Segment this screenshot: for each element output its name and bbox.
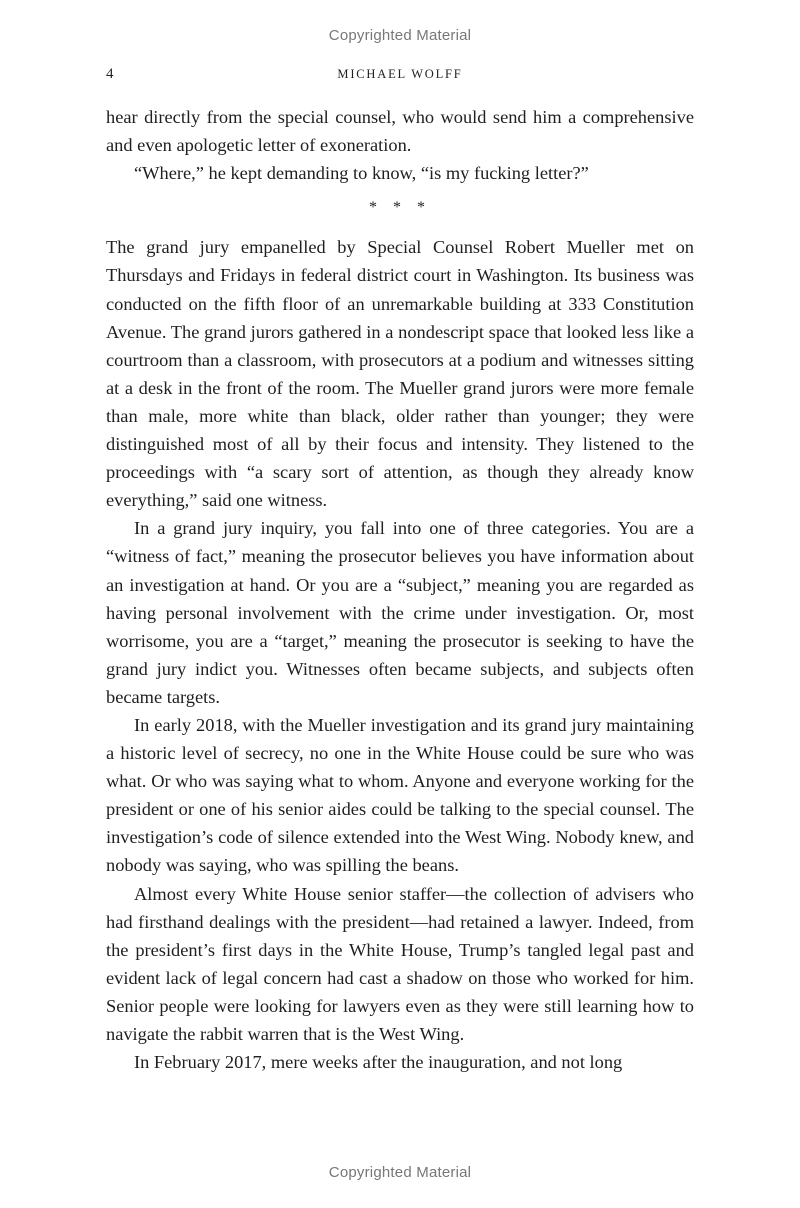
paragraph-quote: “Where,” he kept demanding to know, “is my fucking letter?” — [134, 163, 589, 184]
watermark-bottom: Copyrighted Material — [328, 1164, 472, 1181]
watermark-top: Copyrighted Material — [328, 27, 472, 44]
section-break: * * * — [369, 199, 431, 217]
running-head-author: MICHAEL WOLFF — [337, 67, 463, 81]
paragraph-grand-jury: The grand jury empanelled by Special Counsel Robert Mueller met on Thursdays and Fridays in federal district court in Washington. Its business was conducted on the fifth floor of an unremarkable building at 333 Constitution Avenue. The grand jurors gathered in a nondescript space that looked less like a courtroom than a classroom, with prosecutors at a podium and witnesses sitting at a desk in the front of the room. The Mueller grand jurors were more female than male, more white than black, older rather than younger; they were distinguished most of all by their focus and intensity. They listened to the proceedings with “a scary sort of attention, as though they already know everything,” said one witness. — [106, 237, 694, 511]
paragraph-categories: In a grand jury inquiry, you fall into one of three categories. You are a “witness of fact,” meaning the prosecutor believes you have information about an investigation at hand. Or you are a “subject,” meaning you are regarded as having personal involvement with the crime under investigation. Or, most worrisome, you are a “target,” meaning the prosecutor is seeking to have the grand jury indict you. Witnesses often became subjects, and subjects often became targets. — [106, 518, 694, 707]
paragraph-senior-staffers: Almost every White House senior staffer—the collection of advisers who had firsthand dealings with the president—had retained a lawyer. Indeed, from the president’s first days in the White House, Trump’s tangled legal past and evident lack of legal concern had cast a shadow on those who worked for him. Senior people were looking for lawyers even as they were still learning how to navigate the rabbit warren that is the West Wing. — [106, 883, 694, 1044]
running-head — [106, 64, 694, 84]
page-body — [106, 103, 694, 1076]
paragraph-continued: hear directly from the special counsel, who would send him a comprehensive and even apologetic letter of exoneration. — [106, 107, 694, 156]
page-number: 4 — [106, 66, 114, 82]
paragraph-february-2017: In February 2017, mere weeks after the inauguration, and not long — [134, 1052, 623, 1073]
paragraph-early-2018: In early 2018, with the Mueller investigation and its grand jury maintaining a historic level of secrecy, no one in the White House could be sure who was what. Or who was saying what to whom. Anyone and everyone working for the president or one of his senior aides could be talking to the special counsel. The investigation’s code of silence extended into the West Wing. Nobody knew, and nobody was saying, who was spilling the beans. — [106, 714, 694, 876]
